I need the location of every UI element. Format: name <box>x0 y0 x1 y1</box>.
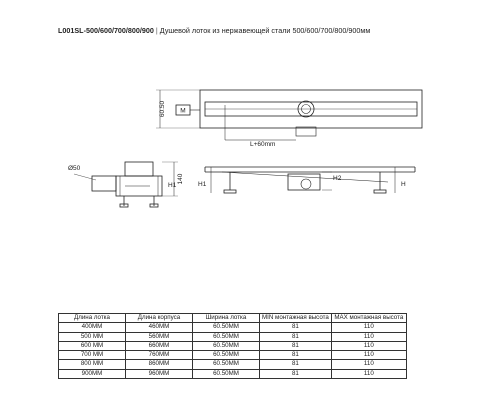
channel-slope-line <box>222 172 388 182</box>
table-cell: 81 <box>260 332 332 341</box>
table-cell: 900MM <box>59 369 126 378</box>
foot-pad-right <box>374 190 386 193</box>
outlet-pipe <box>92 176 116 191</box>
table-cell: 600 MM <box>59 341 126 350</box>
table-cell: 110 <box>331 360 406 369</box>
model-code: L001SL-500/600/700/800/900 <box>58 26 154 35</box>
table-cell: 81 <box>260 341 332 350</box>
table-cell: 560MM <box>126 332 193 341</box>
length-label: L+60mm <box>250 141 276 148</box>
table-cell: 81 <box>260 369 332 378</box>
foot-pad-left <box>224 190 236 193</box>
table-cell: 760MM <box>126 351 193 360</box>
table-cell: 60.50MM <box>193 341 260 350</box>
table-cell: 700 MM <box>59 351 126 360</box>
h1-label-section: H1 <box>168 182 177 189</box>
col-header-body-length: Длина корпуса <box>126 314 193 323</box>
section-grate <box>125 162 153 176</box>
col-header-channel-length: Длина лотка <box>59 314 126 323</box>
table-cell: 500 MM <box>59 332 126 341</box>
side-elevation-view <box>205 167 415 193</box>
table-cell: 60.50MM <box>193 369 260 378</box>
table-cell: 110 <box>331 351 406 360</box>
table-cell: 110 <box>331 332 406 341</box>
table-cell: 460MM <box>126 323 193 332</box>
drain-outlet-side <box>301 179 311 189</box>
spec-table <box>58 313 407 379</box>
col-header-channel-width: Ширина лотка <box>193 314 260 323</box>
table-row <box>59 360 407 369</box>
title-separator: | <box>155 26 158 35</box>
table-cell: 60.50MM <box>193 360 260 369</box>
table-cell: 110 <box>331 341 406 350</box>
table-cell: 60.50MM <box>193 351 260 360</box>
table-row <box>59 351 407 360</box>
table-cell: 110 <box>331 369 406 378</box>
table-cell: 60.50MM <box>193 323 260 332</box>
table-cell: 660MM <box>126 341 193 350</box>
diameter-label: Ø50 <box>68 165 81 172</box>
table-row <box>59 341 407 350</box>
height-140-label: 140 <box>177 173 184 185</box>
top-view <box>156 90 422 140</box>
table-cell: 400MM <box>59 323 126 332</box>
title-description: Душевой лоток из нержавеющей стали 500/600/700/800/900мм <box>159 26 371 35</box>
table-row <box>59 332 407 341</box>
cross-section-view <box>74 162 178 207</box>
table-cell: 81 <box>260 323 332 332</box>
table-cell: 860MM <box>126 360 193 369</box>
table-row <box>59 369 407 378</box>
table-cell: 960MM <box>126 369 193 378</box>
col-header-min-height: MIN монтажная высота <box>260 314 332 323</box>
table-header-row <box>59 314 407 323</box>
col-header-max-height: MAX монтажная высота <box>331 314 406 323</box>
table-cell: 800 MM <box>59 360 126 369</box>
h2-label: H2 <box>333 175 342 182</box>
h1-label-side: H1 <box>198 181 207 188</box>
diameter-leader <box>74 174 96 180</box>
table-cell: 110 <box>331 323 406 332</box>
width-label: 60.50 <box>159 100 166 118</box>
table-cell: 60.50MM <box>193 332 260 341</box>
m-label: M <box>180 107 186 115</box>
table-cell: 81 <box>260 351 332 360</box>
table-cell: 81 <box>260 360 332 369</box>
table-row <box>59 323 407 332</box>
h-label: H <box>401 181 406 188</box>
